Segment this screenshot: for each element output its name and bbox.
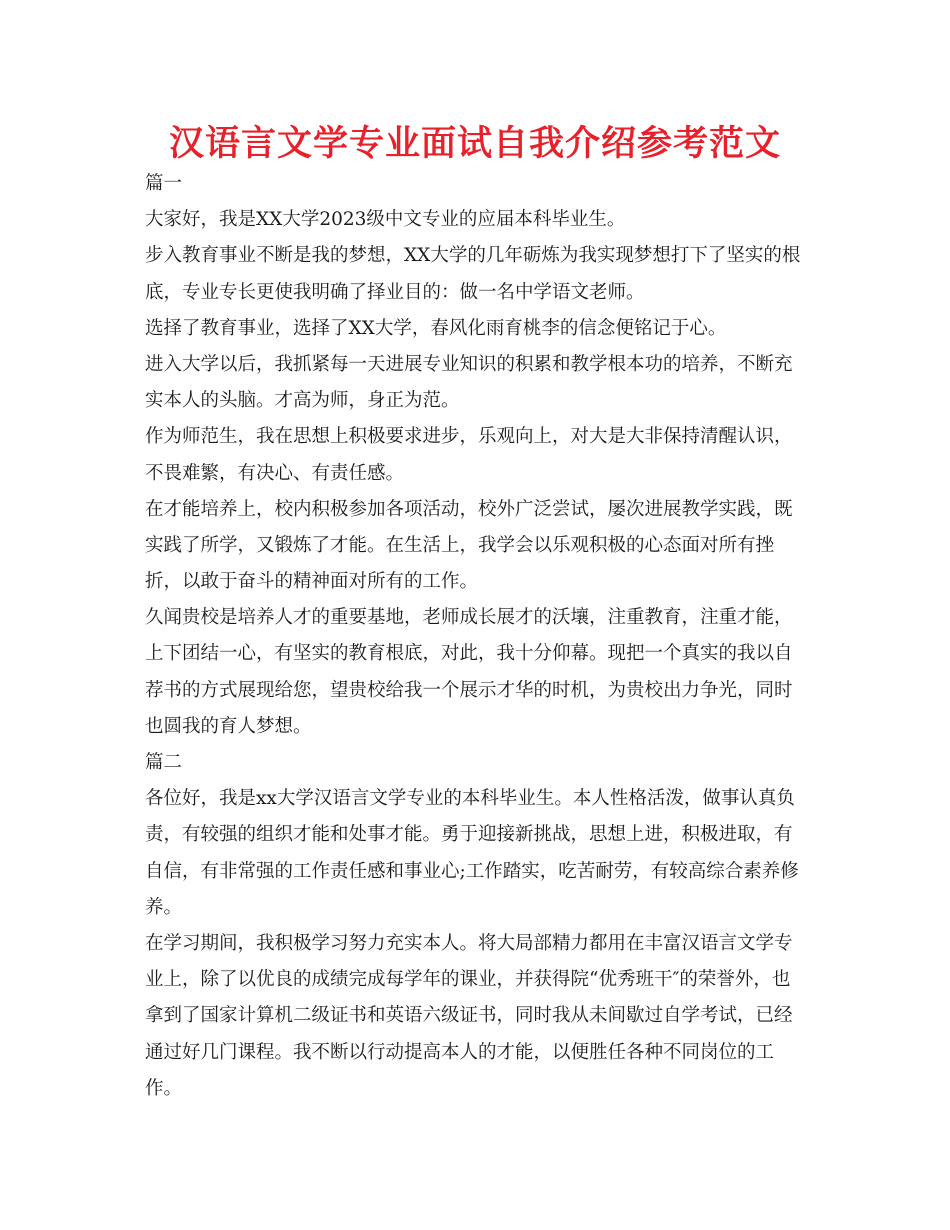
body-line: 拿到了国家计算机二级证书和英语六级证书，同时我从未间歇过自学考试，已经 bbox=[145, 1005, 793, 1027]
body-line: 大家好，我是XX大学2023级中文专业的应届本科毕业生。 bbox=[145, 209, 626, 231]
section-heading: 篇二 bbox=[145, 752, 183, 773]
body-line: 责，有较强的组织才能和处事才能。勇于迎接新挑战，思想上进，积极进取，有 bbox=[145, 824, 793, 846]
body-line: 不畏难繁，有决心、有责任感。 bbox=[145, 462, 405, 484]
body-line: 折，以敢于奋斗的精神面对所有的工作。 bbox=[145, 571, 479, 593]
body-line: 步入教育事业不断是我的梦想，XX大学的几年砺炼为我实现梦想打下了坚实的根 bbox=[145, 245, 801, 267]
section-heading: 篇一 bbox=[145, 173, 183, 194]
body-line: 上下团结一心，有坚实的教育根底，对此，我十分仰幕。现把一个真实的我以自 bbox=[145, 643, 793, 665]
body-line: 实践了所学，又锻炼了才能。在生活上，我学会以乐观积极的心态面对所有挫 bbox=[145, 534, 775, 556]
body-line: 也圆我的育人梦想。 bbox=[145, 715, 312, 737]
body-line: 业上，除了以优良的成绩完成每学年的课业，并获得院“优秀班干″的荣誉外，也 bbox=[145, 969, 791, 991]
body-line: 久闻贵校是培养人才的重要基地，老师成长展才的沃壤，注重教育，注重才能， bbox=[145, 607, 793, 629]
body-line: 通过好几门课程。我不断以行动提高本人的才能，以便胜任各种不同岗位的工 bbox=[145, 1041, 775, 1063]
document-body bbox=[145, 166, 815, 1107]
body-line: 荐书的方式展现给您，望贵校给我一个展示才华的时机，为贵校出力争光，同时 bbox=[145, 679, 793, 701]
body-line: 作为师范生，我在思想上积极要求进步，乐观向上，对大是大非保持清醒认识， bbox=[145, 426, 793, 448]
body-line: 底，专业专长更使我明确了择业目的：做一名中学语文老师。 bbox=[145, 281, 645, 303]
body-line: 自信，有非常强的工作责任感和事业心;工作踏实，吃苦耐劳，有较高综合素养修 bbox=[145, 860, 799, 882]
body-line: 作。 bbox=[145, 1077, 183, 1099]
body-line: 在学习期间，我积极学习努力充实本人。将大局部精力都用在丰富汉语言文学专 bbox=[145, 932, 793, 954]
body-line: 选择了教育事业，选择了XX大学，春风化雨育桃李的信念便铭记于心。 bbox=[145, 317, 727, 339]
body-line: 进入大学以后，我抓紧每一天进展专业知识的积累和教学根本功的培养，不断充 bbox=[145, 353, 793, 375]
body-line: 养。 bbox=[145, 896, 183, 918]
body-line: 各位好，我是xx大学汉语言文学专业的本科毕业生。本人性格活泼，做事认真负 bbox=[145, 788, 795, 810]
body-line: 在才能培养上，校内积极参加各项活动，校外广泛尝试，屡次进展教学实践，既 bbox=[145, 498, 793, 520]
body-line: 实本人的头脑。才高为师，身正为范。 bbox=[145, 390, 460, 412]
document-title: 汉语言文学专业面试自我介绍参考范文 bbox=[168, 123, 781, 164]
